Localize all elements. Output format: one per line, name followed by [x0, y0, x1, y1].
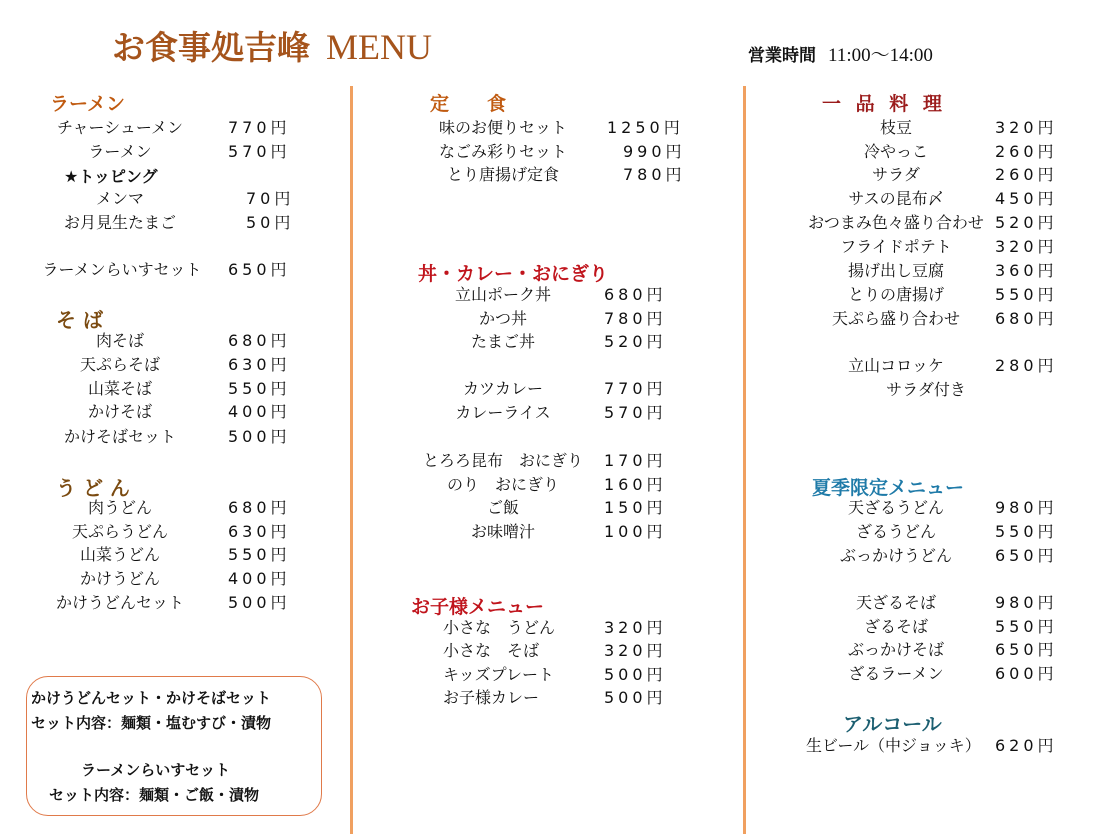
column-divider-left	[350, 86, 353, 834]
item-price: 990円	[623, 142, 686, 161]
item-price: 500円	[604, 688, 667, 707]
hours-label: 営業時間	[748, 46, 816, 66]
page-title	[112, 22, 432, 69]
item-name: チャーシューメン	[56, 118, 184, 137]
item-name: キッズプレート	[443, 665, 555, 684]
restaurant-name: お食事処吉峰	[112, 28, 310, 67]
item-price: 650円	[995, 640, 1058, 659]
item-price: 570円	[604, 403, 667, 422]
item-name: ざるうどん	[855, 522, 936, 541]
topping-label: ★トッピング	[64, 167, 158, 186]
item-price: 980円	[995, 593, 1058, 612]
item-price: 980円	[995, 498, 1058, 517]
menu-item	[50, 116, 310, 140]
item-name: ざるそば	[863, 617, 928, 636]
item-price: 170円	[604, 451, 667, 470]
item-name: 肉そば	[95, 331, 144, 350]
item-price: 550円	[228, 379, 291, 398]
item-name: カツカレー	[462, 379, 543, 398]
item-price: 630円	[228, 355, 291, 374]
item-price: 100円	[604, 522, 667, 541]
item-price: 770円	[228, 118, 291, 137]
item-name: 冷やっこ	[863, 142, 928, 161]
item-price: 280円	[995, 356, 1058, 375]
item-name: カレーライス	[455, 403, 551, 422]
item-name: お味噌汁	[470, 522, 535, 541]
item-price: 500円	[228, 427, 291, 446]
item-price: 260円	[995, 142, 1058, 161]
item-price: 650円	[995, 546, 1058, 565]
item-name: 小さな そば	[443, 641, 540, 660]
set-info-line: セット内容：麺類・ご飯・漬物	[49, 786, 260, 804]
item-name: とろろ昆布 おにぎり	[422, 451, 583, 470]
section-heading-ramen: ラーメン	[50, 93, 126, 115]
item-name: ざるラーメン	[848, 664, 944, 683]
item-price: 620円	[995, 736, 1058, 755]
item-name: なごみ彩りセット	[438, 142, 567, 161]
item-name: 枝豆	[879, 118, 912, 137]
item-price: 770円	[604, 379, 667, 398]
item-price: 320円	[995, 237, 1058, 256]
section-heading-ippin: 一 品 料 理	[822, 93, 946, 115]
item-name: 山菜うどん	[79, 545, 160, 564]
hours-value: 11:00〜14:00	[828, 45, 933, 66]
set-info-line: セット内容：麺類・塩むすび・漬物	[31, 714, 272, 732]
item-name: ご飯	[486, 498, 519, 517]
item-name: おつまみ色々盛り合わせ	[808, 213, 984, 232]
item-price: 550円	[995, 617, 1058, 636]
section-heading-alcohol: アルコール	[843, 712, 942, 736]
item-name: お月見生たまご	[63, 213, 176, 232]
item-price: 570円	[228, 142, 291, 161]
item-price: 450円	[995, 189, 1058, 208]
item-name: サスの昆布〆	[848, 189, 944, 208]
item-name: かけうどんセット	[55, 593, 184, 612]
item-name: ぶっかけうどん	[839, 546, 952, 565]
item-price: 680円	[228, 498, 291, 517]
item-name: 立山ポーク丼	[454, 285, 551, 304]
item-price: 600円	[995, 664, 1058, 683]
item-price: 680円	[228, 331, 291, 350]
item-name: 天ざるそば	[855, 593, 936, 612]
item-price: 520円	[995, 213, 1058, 232]
item-price: 400円	[228, 402, 291, 421]
item-price: 50円	[246, 213, 295, 232]
item-price: 550円	[995, 522, 1058, 541]
item-price: 360円	[995, 261, 1058, 280]
item-name: サラダ	[872, 165, 920, 184]
section-heading-kids: お子様メニュー	[411, 596, 545, 618]
item-price: 680円	[604, 285, 667, 304]
item-price: 320円	[995, 118, 1058, 137]
item-name: ぶっかけそば	[847, 640, 944, 659]
business-hours	[748, 40, 933, 67]
item-price: 160円	[604, 475, 667, 494]
item-name: フライドポテト	[840, 237, 952, 256]
item-name: 天ぷらうどん	[71, 522, 168, 541]
item-price: 680円	[995, 309, 1058, 328]
item-price: 500円	[228, 593, 291, 612]
menu-item	[50, 140, 310, 164]
item-price: 320円	[604, 641, 667, 660]
item-name: ラーメンらいすセット	[42, 260, 202, 279]
item-price: 1250円	[607, 118, 684, 137]
item-name: 小さな うどん	[443, 618, 556, 637]
item-name: とりの唐揚げ	[847, 285, 944, 304]
item-name: かけうどん	[79, 569, 160, 588]
item-price: 260円	[995, 165, 1058, 184]
item-price: 500円	[604, 665, 667, 684]
item-price: 150円	[604, 498, 667, 517]
item-name: かけそばセット	[63, 427, 176, 446]
item-price: 780円	[623, 165, 686, 184]
menu-item	[40, 258, 310, 282]
item-name: 肉うどん	[87, 498, 152, 517]
set-info-line: ラーメンらいすセット	[81, 761, 231, 779]
section-heading-teishoku: 定 食	[430, 93, 507, 115]
set-info-box	[26, 676, 322, 816]
section-heading-udon: う ど ん	[56, 476, 130, 500]
section-heading-don: 丼・カレー・おにぎり	[418, 263, 609, 285]
item-name: ラーメン	[88, 142, 152, 161]
item-name: のり おにぎり	[446, 475, 559, 494]
item-price: 650円	[228, 260, 291, 279]
item-name: 天ぷら盛り合わせ	[831, 309, 960, 328]
item-price: 320円	[604, 618, 667, 637]
item-name: 生ビール（中ジョッキ）	[806, 736, 981, 755]
item-price: 780円	[604, 309, 667, 328]
item-name: とり唐揚げ定食	[446, 165, 559, 184]
menu-item	[50, 187, 310, 211]
menu-title: MENU	[326, 27, 432, 67]
item-name: 立山コロッケ	[848, 356, 944, 375]
item-name: かけそば	[87, 402, 152, 421]
item-note: サラダ付き	[886, 380, 966, 399]
item-name: 山菜そば	[87, 379, 152, 398]
item-price: 400円	[228, 569, 291, 588]
item-name: 天ざるうどん	[847, 498, 944, 517]
section-heading-soba: そ ば	[56, 308, 103, 332]
menu-item	[50, 211, 310, 235]
item-price: 520円	[604, 332, 667, 351]
column-divider-right	[743, 86, 746, 834]
item-name: メンマ	[95, 189, 144, 208]
item-price: 550円	[995, 285, 1058, 304]
item-name: お子様カレー	[443, 688, 540, 707]
set-info-line: かけうどんセット・かけそばセット	[31, 689, 272, 707]
item-name: 味のお便りセット	[438, 118, 567, 137]
item-name: 天ぷらそば	[79, 355, 160, 374]
item-price: 70円	[246, 189, 295, 208]
section-heading-summer: 夏季限定メニュー	[812, 477, 965, 499]
item-price: 550円	[228, 545, 291, 564]
item-name: 揚げ出し豆腐	[847, 261, 944, 280]
item-name: たまご丼	[470, 332, 535, 351]
item-price: 630円	[228, 522, 291, 541]
item-name: かつ丼	[478, 309, 527, 328]
